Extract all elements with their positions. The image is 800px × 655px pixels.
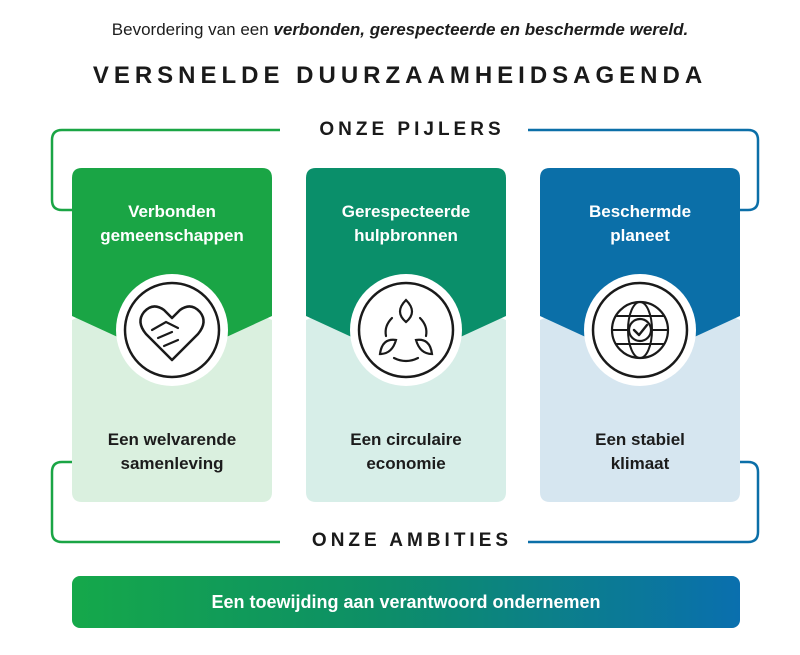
ambition-title-2 <box>306 428 506 476</box>
pillars-label <box>0 119 800 141</box>
ambition-title-line: samenleving <box>120 454 224 473</box>
ambitions-label-text: ONZE AMBITIES <box>298 530 526 551</box>
ambition-title-line: Een stabiel <box>595 430 685 449</box>
ambition-title-1 <box>72 428 272 476</box>
ambition-title-line: Een welvarende <box>107 430 237 449</box>
pillar-title-line: Verbonden <box>128 202 216 221</box>
globe-check-icon <box>584 274 696 386</box>
ambition-title-3 <box>540 428 740 476</box>
commitment-banner: Een toewijding aan verantwoord ondernemen <box>72 576 740 628</box>
pillars-label-text: ONZE PIJLERS <box>305 119 518 140</box>
subtitle-prefix: Bevordering van een <box>111 20 274 39</box>
ambitions-label <box>0 530 800 552</box>
ambition-title-line: Een circulaire <box>350 430 462 449</box>
ambition-title-line: klimaat <box>610 454 670 473</box>
heart-hands-icon <box>116 274 228 386</box>
pillar-title-3 <box>540 200 740 248</box>
pillar-title-line: Beschermde <box>588 202 692 221</box>
pillar-title-line: Gerespecteerde <box>341 202 471 221</box>
recycle-leaves-icon <box>350 274 462 386</box>
subtitle-emphasis: verbonden, gerespecteerde en beschermde wereld. <box>273 20 689 39</box>
ambition-title-line: economie <box>366 454 446 473</box>
pillar-title-line: gemeenschappen <box>100 226 244 245</box>
pillar-title-line: planeet <box>610 226 670 245</box>
pillar-title-line: hulpbronnen <box>354 226 458 245</box>
pillar-title-1 <box>72 200 272 248</box>
pillar-title-2 <box>306 200 506 248</box>
page-title: VERSNELDE DUURZAAMHEIDSAGENDA <box>92 62 708 89</box>
